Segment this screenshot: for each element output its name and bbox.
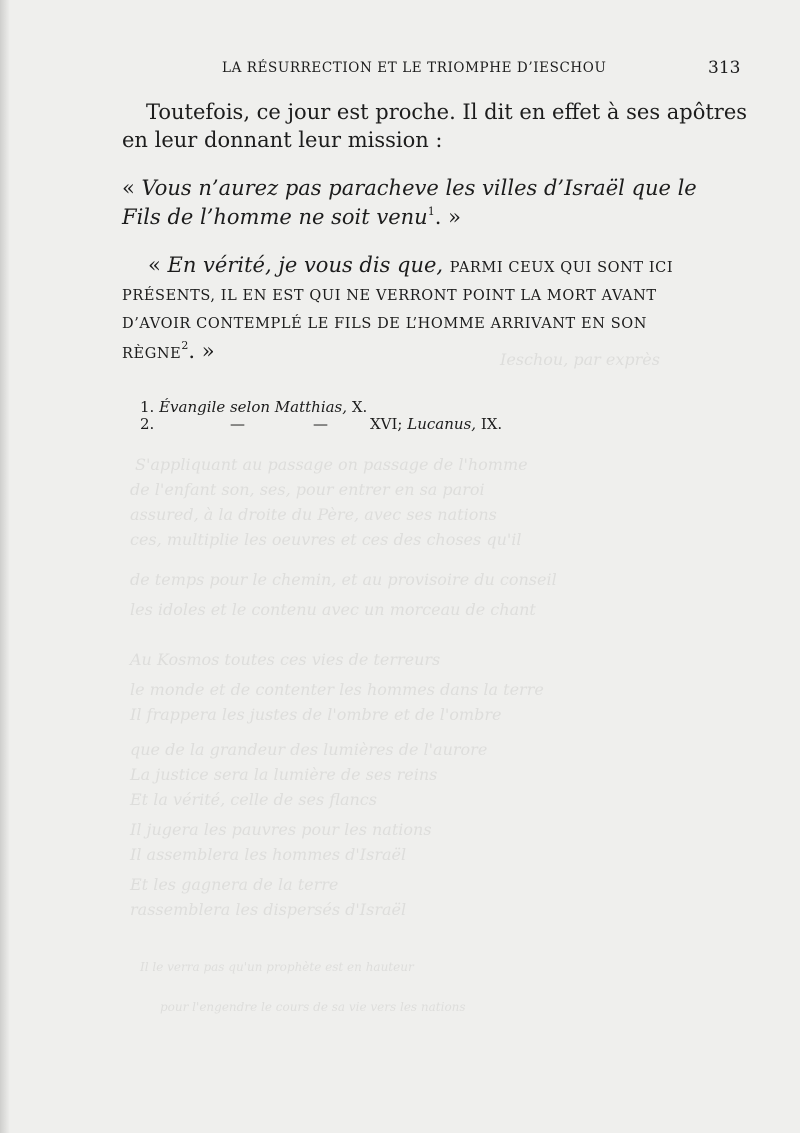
- quotation-1-line-2: [122, 205, 461, 229]
- footnote-reference: X.: [351, 398, 368, 416]
- footnote-1: [140, 398, 367, 416]
- footnote-title: Lucanus,: [407, 415, 477, 433]
- paragraph-line: en leur donnant leur mission :: [122, 128, 443, 152]
- ditto-dash: —: [230, 415, 245, 433]
- quote-italic-text: Fils de l’homme ne soit venu: [122, 205, 428, 229]
- footnote-reference: XVI;: [370, 415, 403, 433]
- quote-italic-text: Vous n’aurez pas paracheve les villes d’Israël que le: [141, 176, 697, 200]
- quote-open: «: [148, 253, 168, 277]
- quotation-2-line-1: [148, 253, 673, 277]
- ditto-dash: —: [313, 415, 328, 433]
- paragraph-line: Toutefois, ce jour est proche. Il dit en effet à ses apôtres: [146, 100, 748, 124]
- footnote-number: 1.: [140, 398, 155, 416]
- footnote-title: Évangile selon Matthias,: [159, 398, 348, 416]
- footnote-number: 2.: [140, 415, 155, 433]
- footnote-reference-group: [370, 415, 502, 433]
- running-title: LA RÉSURRECTION ET LE TRIOMPHE D’IESCHOU: [222, 60, 607, 76]
- quotation-2-line-4: [122, 339, 215, 363]
- quote-close: . »: [188, 339, 215, 363]
- quote-open: «: [122, 176, 142, 200]
- quote-italic-text: En vérité, je vous dis que,: [167, 253, 444, 277]
- quotation-2-line-3: D’AVOIR CONTEMPLÉ LE FILS DE L’HOMME ARRIVANT EN SON: [122, 316, 648, 332]
- page-edge-shadow: [0, 0, 10, 1133]
- footnote-ref-1: 1: [427, 205, 435, 218]
- quotation-2-line-2: PRÉSENTS, IL EN EST QUI NE VERRONT POINT LA MORT AVANT: [122, 288, 657, 304]
- footnote-ref-2: 2: [181, 339, 189, 352]
- footnote-2: [140, 415, 503, 433]
- page-number: 313: [708, 58, 741, 78]
- small-caps-text: RÈGNE: [122, 346, 182, 362]
- quote-close: . »: [434, 205, 461, 229]
- quotation-1-line-1: [122, 176, 697, 200]
- footnote-reference: IX.: [480, 415, 503, 433]
- small-caps-text: PARMI CEUX QUI SONT ICI: [449, 260, 674, 276]
